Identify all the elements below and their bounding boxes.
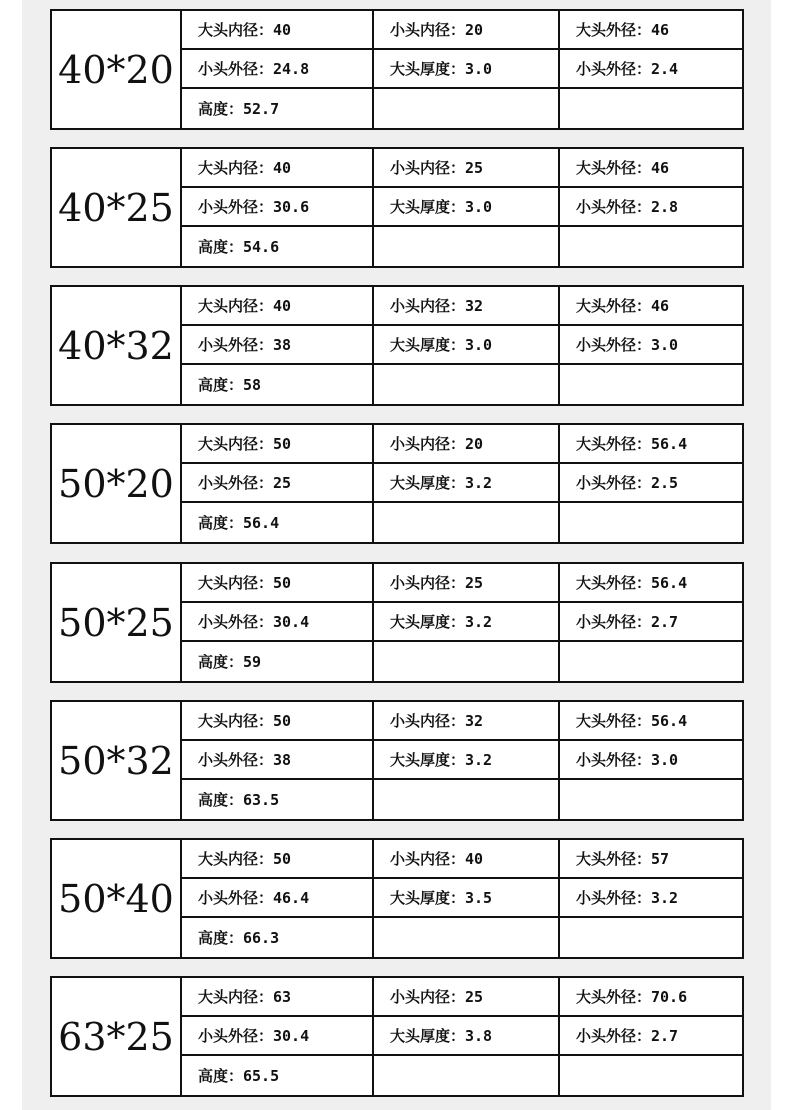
small-end-outer-diameter: 小头外径：30.4 (182, 1017, 374, 1056)
small-end-outer-diameter: 小头外径：38 (182, 741, 374, 780)
big-end-outer-diameter: 大头外径：56.4 (560, 702, 742, 741)
empty-cell (374, 1056, 560, 1095)
big-end-outer-diameter: 大头外径：70.6 (560, 978, 742, 1017)
size-label: 63*25 (52, 978, 182, 1095)
size-label: 40*25 (52, 149, 182, 266)
height-value: 高度：54.6 (182, 227, 374, 266)
empty-cell (560, 503, 742, 542)
size-label: 50*32 (52, 702, 182, 819)
big-end-inner-diameter: 大头内径：50 (182, 425, 374, 464)
small-end-outer-diameter-2: 小头外径：3.2 (560, 879, 742, 918)
empty-cell (560, 1056, 742, 1095)
small-end-outer-diameter: 小头外径：30.4 (182, 603, 374, 642)
big-end-outer-diameter: 大头外径：46 (560, 149, 742, 188)
small-end-outer-diameter-2: 小头外径：3.0 (560, 326, 742, 365)
small-end-inner-diameter: 小头内径：25 (374, 149, 560, 188)
empty-cell (560, 365, 742, 404)
small-end-inner-diameter: 小头内径：40 (374, 840, 560, 879)
height-value: 高度：52.7 (182, 89, 374, 128)
empty-cell (374, 89, 560, 128)
spec-table (50, 700, 744, 821)
big-end-thickness: 大头厚度：3.2 (374, 741, 560, 780)
spec-table (50, 285, 744, 406)
big-end-inner-diameter: 大头内径：40 (182, 149, 374, 188)
height-value: 高度：56.4 (182, 503, 374, 542)
small-end-outer-diameter: 小头外径：46.4 (182, 879, 374, 918)
size-label: 40*20 (52, 11, 182, 128)
height-value: 高度：63.5 (182, 780, 374, 819)
small-end-inner-diameter: 小头内径：25 (374, 564, 560, 603)
big-end-outer-diameter: 大头外径：56.4 (560, 425, 742, 464)
big-end-outer-diameter: 大头外径：57 (560, 840, 742, 879)
big-end-thickness: 大头厚度：3.8 (374, 1017, 560, 1056)
empty-cell (560, 227, 742, 266)
height-value: 高度：66.3 (182, 918, 374, 957)
big-end-outer-diameter: 大头外径：46 (560, 11, 742, 50)
spec-table (50, 838, 744, 959)
small-end-outer-diameter-2: 小头外径：2.7 (560, 603, 742, 642)
empty-cell (374, 503, 560, 542)
empty-cell (374, 365, 560, 404)
spec-table (50, 423, 744, 544)
empty-cell (374, 780, 560, 819)
big-end-inner-diameter: 大头内径：40 (182, 287, 374, 326)
size-label: 50*25 (52, 564, 182, 681)
big-end-thickness: 大头厚度：3.0 (374, 326, 560, 365)
spec-table (50, 562, 744, 683)
big-end-thickness: 大头厚度：3.0 (374, 50, 560, 89)
big-end-inner-diameter: 大头内径：40 (182, 11, 374, 50)
big-end-inner-diameter: 大头内径：50 (182, 702, 374, 741)
spec-table (50, 9, 744, 130)
small-end-inner-diameter: 小头内径：20 (374, 425, 560, 464)
empty-cell (374, 918, 560, 957)
height-value: 高度：65.5 (182, 1056, 374, 1095)
empty-cell (374, 227, 560, 266)
small-end-outer-diameter: 小头外径：38 (182, 326, 374, 365)
empty-cell (374, 642, 560, 681)
empty-cell (560, 918, 742, 957)
big-end-thickness: 大头厚度：3.0 (374, 188, 560, 227)
empty-cell (560, 780, 742, 819)
small-end-inner-diameter: 小头内径：32 (374, 287, 560, 326)
big-end-inner-diameter: 大头内径：63 (182, 978, 374, 1017)
small-end-outer-diameter-2: 小头外径：2.4 (560, 50, 742, 89)
small-end-outer-diameter-2: 小头外径：2.7 (560, 1017, 742, 1056)
small-end-outer-diameter: 小头外径：30.6 (182, 188, 374, 227)
small-end-outer-diameter-2: 小头外径：2.5 (560, 464, 742, 503)
small-end-outer-diameter-2: 小头外径：3.0 (560, 741, 742, 780)
big-end-inner-diameter: 大头内径：50 (182, 840, 374, 879)
small-end-inner-diameter: 小头内径：32 (374, 702, 560, 741)
spec-table (50, 147, 744, 268)
size-label: 50*40 (52, 840, 182, 957)
empty-cell (560, 642, 742, 681)
big-end-thickness: 大头厚度：3.2 (374, 464, 560, 503)
big-end-thickness: 大头厚度：3.5 (374, 879, 560, 918)
small-end-outer-diameter: 小头外径：24.8 (182, 50, 374, 89)
height-value: 高度：59 (182, 642, 374, 681)
size-label: 40*32 (52, 287, 182, 404)
big-end-outer-diameter: 大头外径：46 (560, 287, 742, 326)
spec-table (50, 976, 744, 1097)
height-value: 高度：58 (182, 365, 374, 404)
small-end-inner-diameter: 小头内径：25 (374, 978, 560, 1017)
small-end-outer-diameter: 小头外径：25 (182, 464, 374, 503)
small-end-inner-diameter: 小头内径：20 (374, 11, 560, 50)
big-end-thickness: 大头厚度：3.2 (374, 603, 560, 642)
empty-cell (560, 89, 742, 128)
big-end-outer-diameter: 大头外径：56.4 (560, 564, 742, 603)
size-label: 50*20 (52, 425, 182, 542)
big-end-inner-diameter: 大头内径：50 (182, 564, 374, 603)
small-end-outer-diameter-2: 小头外径：2.8 (560, 188, 742, 227)
